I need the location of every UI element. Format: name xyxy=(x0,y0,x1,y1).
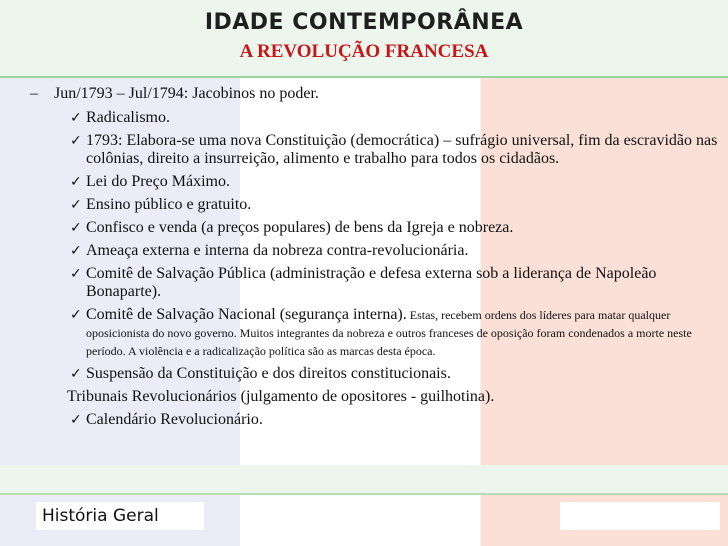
check-icon: ✓ xyxy=(70,110,82,126)
list-item-text: Ensino público e gratuito. xyxy=(86,196,252,213)
check-icon: ✓ xyxy=(70,412,82,428)
footer-divider xyxy=(0,493,728,495)
list-item-text: Calendário Revolucionário. xyxy=(86,411,263,428)
check-icon: ✓ xyxy=(70,174,82,190)
list-item-text: 1793: Elabora-se uma nova Constituição (democrática) – sufrágio universal, fim da escravidão nas colônias, direito a insurreição, alimento e trabalho para todos os cidadãos. xyxy=(86,132,718,167)
list-item xyxy=(30,132,720,168)
footer-right-box xyxy=(560,502,720,530)
list-item-text: Comitê de Salvação Nacional (segurança interna). xyxy=(86,306,407,323)
check-icon: ✓ xyxy=(70,266,82,282)
list-item-text: Ameaça externa e interna da nobreza contra-revolucionária. xyxy=(86,242,469,259)
list-item-text: Suspensão da Constituição e dos direitos constitucionais. xyxy=(86,365,451,382)
check-icon: ✓ xyxy=(70,366,82,382)
check-icon: ✓ xyxy=(70,197,82,213)
list-item-text: Lei do Preço Máximo. xyxy=(86,173,230,190)
page-title: IDADE CONTEMPORÂNEA xyxy=(204,10,524,35)
list-item-text: Comitê de Salvação Pública (administração e defesa externa sob a liderança de Napoleão Bonaparte). xyxy=(86,265,657,300)
list-item xyxy=(30,219,720,237)
list-item xyxy=(30,173,720,191)
list-item-comite-nacional xyxy=(30,306,720,360)
page-subtitle: A REVOLUÇÃO FRANCESA xyxy=(239,41,489,62)
list-item xyxy=(30,265,720,301)
list-item-text: Confisco e venda (a preços populares) de bens da Igreja e nobreza. xyxy=(86,219,514,236)
check-icon: ✓ xyxy=(70,133,82,149)
section-heading xyxy=(30,85,720,103)
list-item xyxy=(30,242,720,260)
check-icon: ✓ xyxy=(70,220,82,236)
slide-content xyxy=(30,85,720,434)
list-item-note: Estas, recebem ordens dos líderes para matar qualquer oposicionista do novo governo. Muitos integrantes da nobreza e outros franceses de oposição foram condenados a morte neste período. A violência e a radicalização política são as marcas desta época. xyxy=(86,308,692,358)
footer-label: História Geral xyxy=(36,502,204,530)
list-item-text: Radicalismo. xyxy=(86,109,170,126)
section-heading-text: Jun/1793 – Jul/1794: Jacobinos no poder. xyxy=(54,85,319,102)
footer-band xyxy=(0,465,728,493)
list-item-plain: Tribunais Revolucionários (julgamento de opositores - guilhotina). xyxy=(67,388,495,405)
dash-bullet: – xyxy=(30,85,38,102)
list-item xyxy=(30,411,720,429)
slide-header xyxy=(0,0,728,78)
list-item xyxy=(30,365,720,383)
check-icon: ✓ xyxy=(70,243,82,259)
list-item xyxy=(30,109,720,127)
list-item xyxy=(30,196,720,214)
check-icon: ✓ xyxy=(70,307,82,323)
